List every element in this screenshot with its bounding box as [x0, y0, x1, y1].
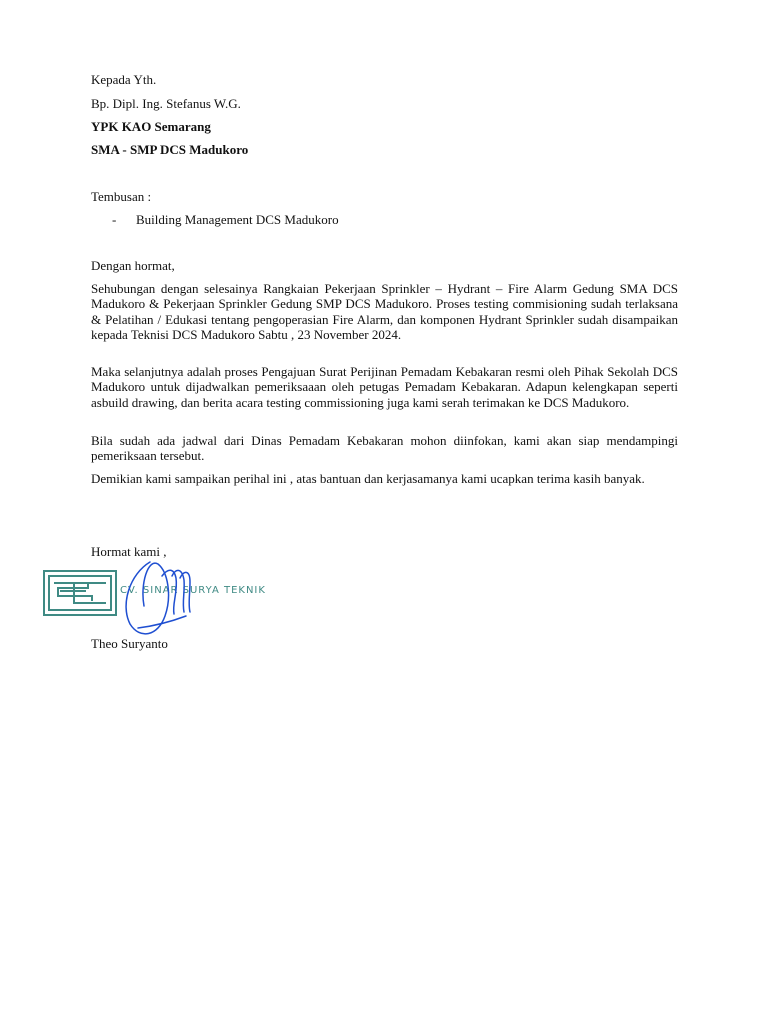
closing: Hormat kami , [91, 544, 167, 559]
salutation: Dengan hormat, [91, 258, 175, 273]
recipient-greeting: Kepada Yth. [91, 72, 157, 87]
recipient-person: Bp. Dipl. Ing. Stefanus W.G. [91, 96, 241, 111]
cc-bullet-dash: - [112, 212, 117, 227]
handwritten-signature-icon [110, 554, 220, 644]
paragraph-schedule: Bila sudah ada jadwal dari Dinas Pemadam Kebakaran mohon diinfokan, kami akan siap mendampingi pemeriksaan tersebut. [91, 433, 678, 464]
paragraph-completion: Sehubungan dengan selesainya Rangkaian Pekerjaan Sprinkler – Hydrant – Fire Alarm Gedung SMA DCS Madukoro & Pekerjaan Sprinkler Gedung SMP DCS Madukoro. Proses testing commisioning sudah terlaksana & Pelatihan / Edukasi tentang pengoperasian Fire Alarm, dan komponen Hydrant Sprinkler sudah disampaikan kepada Teknisi DCS Madukoro Sabtu , 23 November 2024. [91, 281, 678, 343]
paragraph-thanks: Demikian kami sampaikan perihal ini , atas bantuan dan kerjasamanya kami ucapkan terima kasih banyak. [91, 471, 645, 486]
cc-item: Building Management DCS Madukoro [136, 212, 339, 227]
recipient-org-school: SMA - SMP DCS Madukoro [91, 142, 249, 157]
cc-label: Tembusan : [91, 189, 152, 204]
company-stamp-text: CV. SINAR SURYA TEKNIK [120, 585, 266, 596]
recipient-org-foundation: YPK KAO Semarang [91, 119, 211, 134]
paragraph-permit: Maka selanjutnya adalah proses Pengajuan Surat Perijinan Pemadam Kebakaran resmi oleh Pihak Sekolah DCS Madukoro untuk dijadwalkan pemeriksaaan oleh petugas Pemadam Kebakaran. Adapun kelengkapan seperti asbuild drawing, dan berita acara testing commissioning juga kami serah terimakan ke DCS Madukoro. [91, 364, 678, 410]
signer-name: Theo Suryanto [91, 636, 168, 651]
